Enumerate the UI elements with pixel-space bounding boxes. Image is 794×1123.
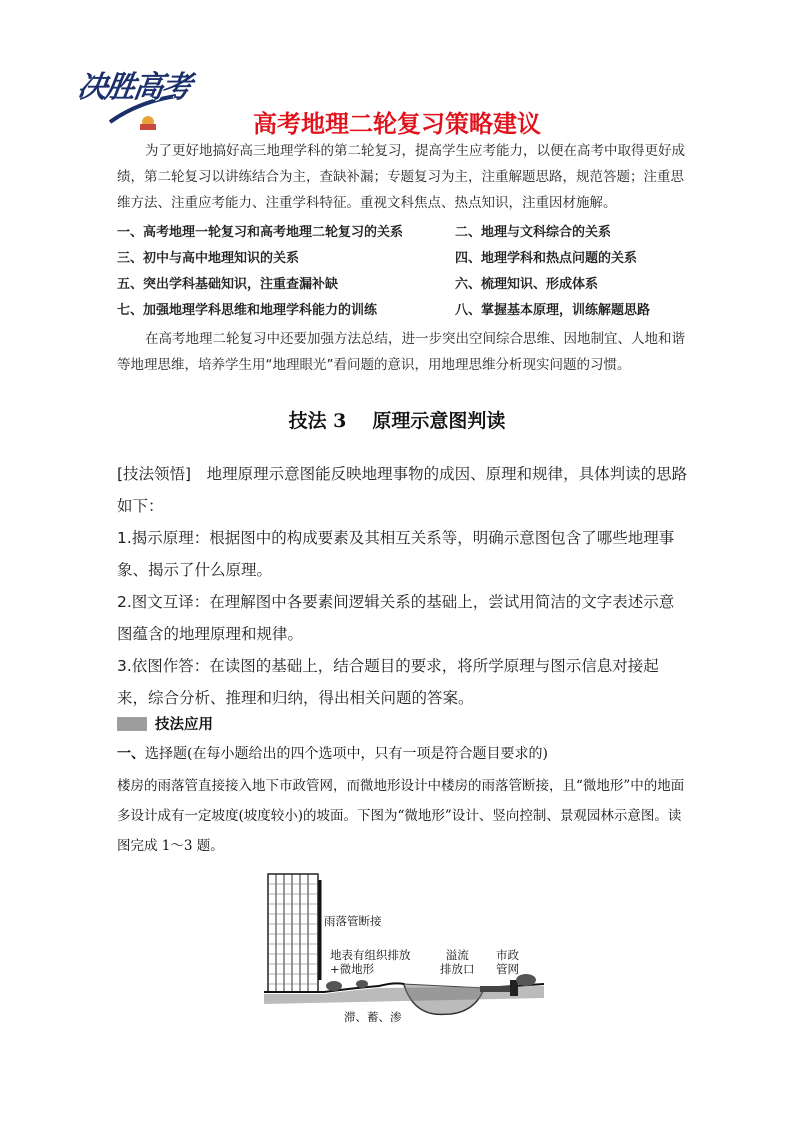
topic-list: [117, 220, 697, 324]
topic-item: 七、加强地理学科思维和地理学科能力的训练: [117, 303, 378, 318]
intro-paragraph: 为了更好地搞好高三地理学科的第二轮复习，提高学生应考能力，以便在高考中取得更好成绩，第二轮复习以讲练结合为主，查缺补漏；专题复习为主，注重解题思路，规范答题；注重思维方法、注重应考能力、注重学科特征。重视文科焦点、热点知识，注重因材施解。: [117, 143, 685, 211]
question-number: 一、: [117, 746, 145, 762]
label-downpipe-disconnect: 雨落管断接: [324, 914, 382, 928]
topic-item: 四、地理学科和热点问题的关系: [455, 251, 638, 266]
application-heading-text: 技法应用: [155, 717, 213, 733]
section-name: 原理示意图判读: [372, 410, 506, 432]
method-step-1: 1.揭示原理：根据图中的构成要素及其相互关系等，明确示意图包含了哪些地理事象、揭示了什么原理。: [117, 529, 675, 579]
method-intro: [技法领悟] 地理原理示意图能反映地理事物的成因、原理和规律，具体判读的思路如下：: [117, 465, 688, 515]
topic-row: [117, 220, 697, 246]
label-overflow-outlet: 溢流 排放口: [440, 948, 475, 976]
label-retain-store-infiltrate: 滞、蓄、渗: [344, 1010, 402, 1024]
question-heading: [117, 743, 548, 763]
question-body: 楼房的雨落管直接接入地下市政管网，而微地形设计中楼房的雨落管断接，且“微地形”中的地面多设计成有一定坡度(坡度较小)的坡面。下图为“微地形”设计、竖向控制、景观园林示意图。读图完成 1～3 题。: [117, 778, 685, 854]
overflow-pipe: [480, 986, 510, 992]
topic-row: [117, 246, 697, 272]
topic-item: 六、梳理知识、形成体系: [455, 277, 599, 292]
method-block: [117, 458, 689, 714]
topic-item: 八、掌握基本原理，训练解题思路: [455, 303, 651, 318]
topic-row: [117, 272, 697, 298]
micro-terrain-diagram: [264, 870, 544, 1030]
question-heading-text: 选择题(在每小题给出的四个选项中，只有一项是符合题目要求的): [145, 746, 548, 762]
topic-row: [117, 298, 697, 324]
method-step-3: 3.依图作答：在读图的基础上，结合题目的要求，将所学原理与图示信息对接起来，综合分析、推理和归纳，得出相关问题的答案。: [117, 657, 659, 707]
method-step-2: 2.图文互译：在理解图中各要素间逻辑关系的基础上，尝试用简洁的文字表述示意图蕴含的地理原理和规律。: [117, 593, 675, 643]
heading-bar-icon: [117, 717, 147, 731]
topic-item: 五、突出学科基础知识，注重查漏补缺: [117, 277, 339, 292]
topic-item: 一、高考地理一轮复习和高考地理二轮复习的关系: [117, 225, 404, 240]
topic-item: 二、地理与文科综合的关系: [455, 225, 612, 240]
label-municipal-network: 市政 管网: [496, 948, 519, 976]
building-icon: [268, 874, 320, 992]
topic-item: 三、初中与高中地理知识的关系: [117, 251, 300, 266]
label-surface-drainage: 地表有组织排放 +微地形: [330, 948, 411, 976]
section-label: 技法 3: [288, 410, 347, 432]
application-heading: [117, 713, 213, 734]
logo-text: 决胜高考: [75, 70, 192, 105]
page-title: 高考地理二轮复习策略建议: [253, 110, 541, 138]
section-title: [0, 406, 794, 433]
summary-paragraph: 在高考地理二轮复习中还要加强方法总结，进一步突出空间综合思维、因地制宜、人地和谐等地理思维，培养学生用“地理眼光”看问题的意识，用地理思维分析现实问题的习惯。: [117, 331, 685, 373]
